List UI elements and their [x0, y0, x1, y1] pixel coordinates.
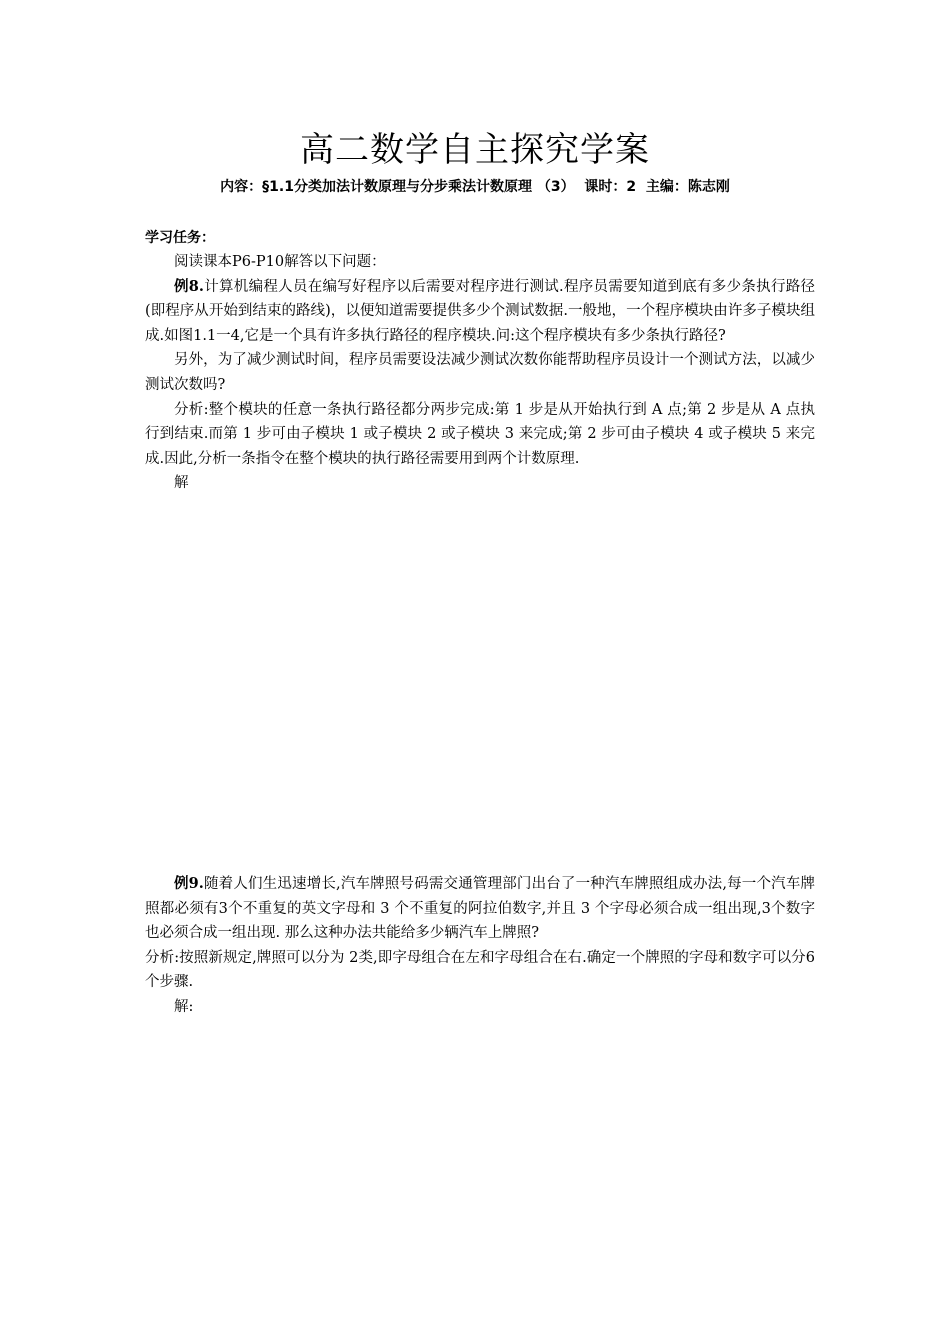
subtitle-spacer-2 [636, 179, 646, 195]
page-title: 高二数学自主探究学案 [300, 130, 650, 170]
example-9-analysis: 分析:按照新规定,牌照可以分为 2类,即字母组合在左和字母组合在右.确定一个牌照的字母和数字可以分6个步骤. [145, 949, 815, 991]
example-8-label: 例8. [174, 277, 204, 295]
example-8-question-text: 计算机编程人员在编写好程序以后需要对程序进行测试.程序员需要知道到底有多少条执行路径(即程序从开始到结束的路线)，以便知道需要提供多少个测试数据.一般地，一个程序模块由许多子模块组成.如图1.1一4,它是一个具有许多执行路径的程序模块.问:这个程序模块有多少条执行路径? [145, 278, 816, 344]
subtitle-editor: 主编：陈志刚 [645, 179, 730, 195]
example-9-question-text: 随着人们生迅速增长,汽车牌照号码需交通管理部门出台了一种汽车牌照组成办法,每一个汽车牌照都必须有3个不重复的英文字母和 3 个不重复的阿拉伯数字,并且 3 个字母必须合成一组出现,3个数字也必须合成一组出现. 那么这种办法共能给多少辆汽车上牌照? [145, 876, 815, 942]
example-9-label: 例9. [174, 875, 204, 892]
example-8-block [145, 250, 815, 496]
example-8-answer-label: 解 [174, 475, 189, 492]
task-heading: 学习任务： [145, 230, 215, 246]
task-instruction: 阅读课本P6-P10解答以下问题： [174, 254, 386, 270]
subtitle-spacer [575, 179, 585, 195]
example-8-question-2: 另外，为了减少测试时间，程序员需要设法减少测试次数你能帮助程序员设计一个测试方法，以减少测试次数吗? [145, 352, 815, 393]
subtitle-period: 课时：2 [584, 179, 637, 195]
example-8-question [145, 275, 815, 349]
subtitle-line [0, 176, 950, 198]
example-8-analysis: 分析:整个模块的任意一条执行路径都分两步完成:第 1 步是从开始执行到 A 点;第 2 步是从 A 点执行到结束.而第 1 步可由子模块 1 或子模块 2 或子模块 3 来完成;第 2 步可由子模块 4 或子模块 5 来完成.因此,分析一条指令在整个模块的执行路径需要用到两个计数原理. [145, 401, 815, 467]
example-9-answer-label: 解: [174, 998, 194, 1015]
example-9-block [145, 872, 815, 1020]
subtitle-content: 内容：§1.1分类加法计数原理与分步乘法计数原理 （3） [220, 179, 575, 195]
example-9-question [145, 872, 815, 946]
